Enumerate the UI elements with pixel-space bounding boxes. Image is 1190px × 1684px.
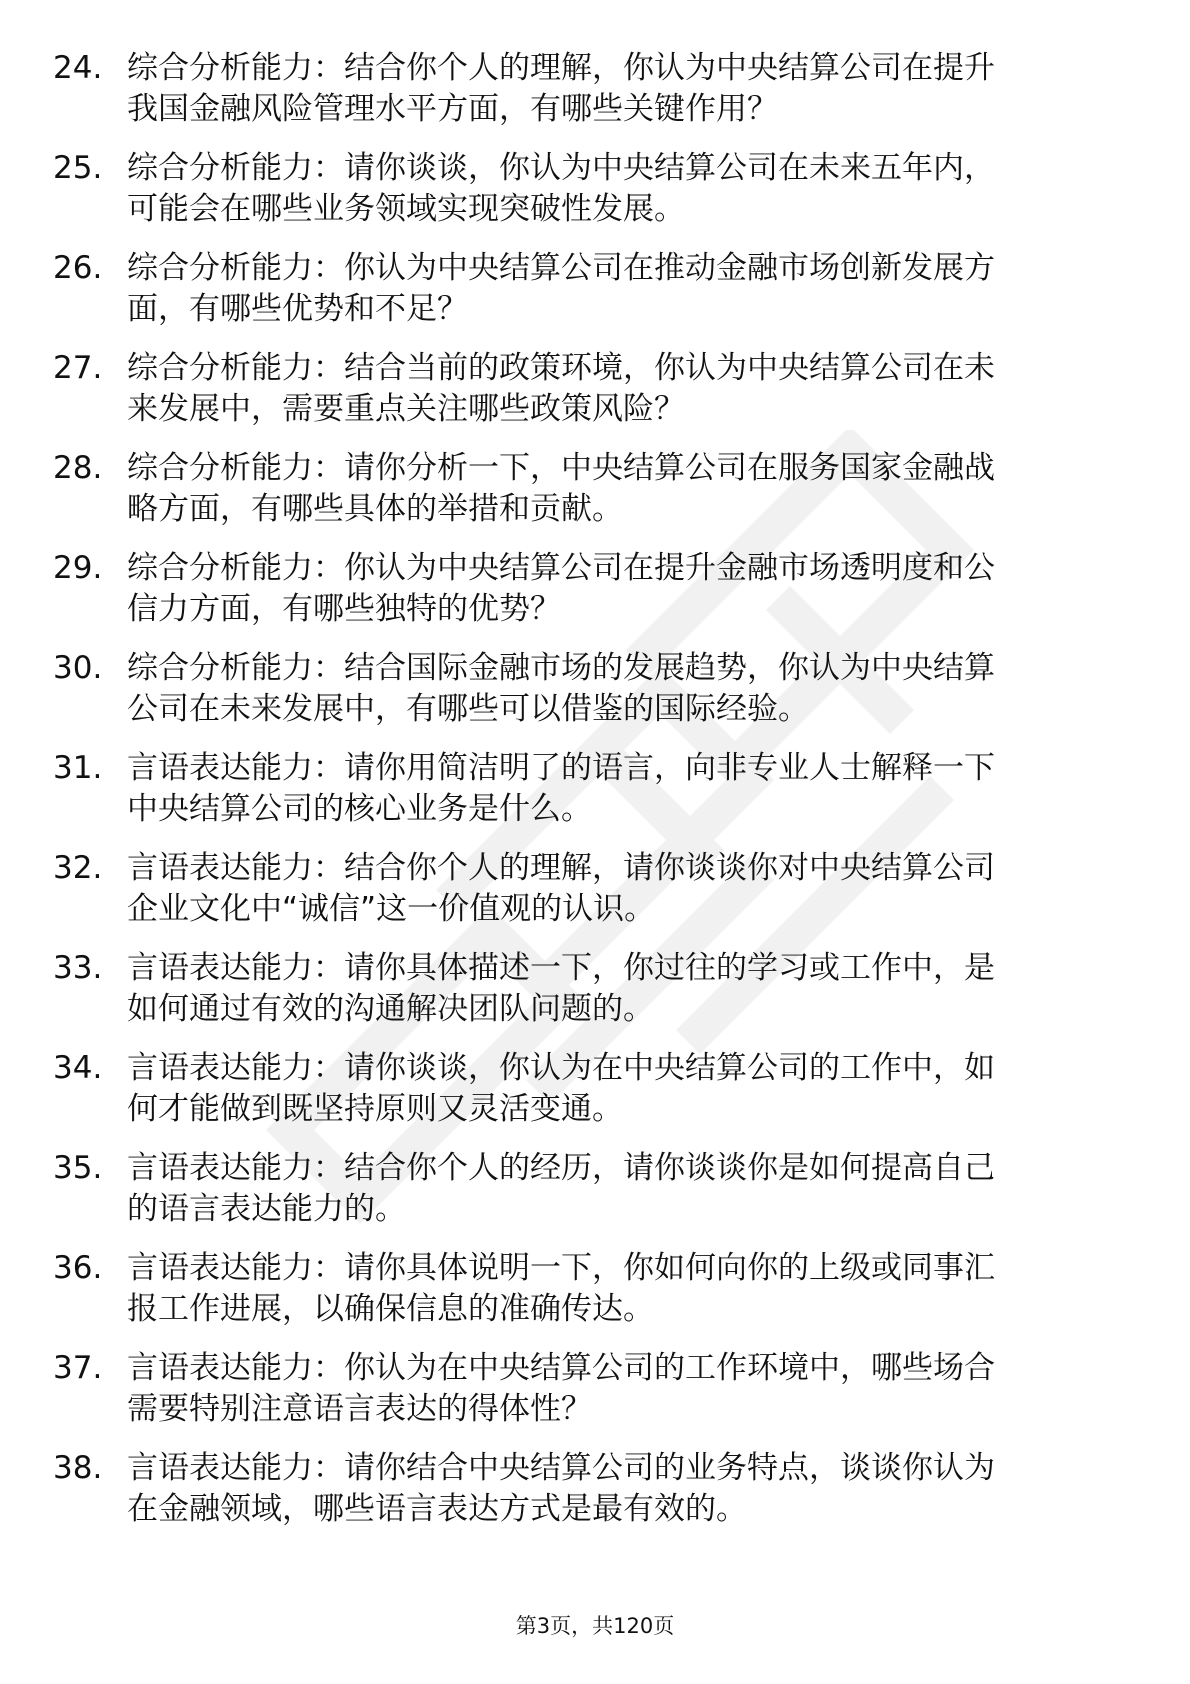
question-text-line: 中央结算公司的核心业务是什么。 (127, 791, 592, 827)
question-item (0, 248, 1190, 348)
question-number: 35. (53, 1150, 103, 1186)
question-number: 26. (53, 250, 103, 286)
question-text (127, 948, 1117, 1030)
question-text-line: 如何通过有效的沟通解决团队问题的。 (127, 991, 654, 1027)
question-text (127, 1348, 1117, 1430)
page-number-footer: 第3页，共120页 (515, 1614, 675, 1638)
question-text-line: 综合分析能力：结合你个人的理解，你认为中央结算公司在提升 (127, 50, 995, 86)
question-text-line: 何才能做到既坚持原则又灵活变通。 (127, 1091, 623, 1127)
question-text (127, 448, 1117, 530)
question-list (0, 48, 1190, 1548)
question-item (0, 48, 1190, 148)
question-item (0, 848, 1190, 948)
question-number: 29. (53, 550, 103, 586)
question-text (127, 348, 1117, 430)
question-text (127, 148, 1117, 230)
question-text-line: 言语表达能力：你认为在中央结算公司的工作环境中，哪些场合 (127, 1350, 995, 1386)
question-number: 24. (53, 50, 103, 86)
question-text-line: 在金融领域，哪些语言表达方式是最有效的。 (127, 1491, 747, 1527)
question-number: 33. (53, 950, 103, 986)
question-text (127, 648, 1117, 730)
question-item (0, 948, 1190, 1048)
question-item (0, 448, 1190, 548)
question-number: 30. (53, 650, 103, 686)
question-text-line: 需要特别注意语言表达的得体性？ (127, 1391, 592, 1427)
question-item (0, 348, 1190, 448)
question-text-line: 企业文化中“诚信”这一价值观的认识。 (127, 891, 656, 927)
question-text-line: 言语表达能力：请你用简洁明了的语言，向非专业人士解释一下 (127, 750, 995, 786)
question-text-line: 的语言表达能力的。 (127, 1191, 406, 1227)
question-text-line: 来发展中，需要重点关注哪些政策风险？ (127, 391, 685, 427)
question-item (0, 1448, 1190, 1548)
question-text-line: 言语表达能力：请你结合中央结算公司的业务特点，谈谈你认为 (127, 1450, 995, 1486)
question-text-line: 综合分析能力：请你谈谈，你认为中央结算公司在未来五年内， (127, 150, 995, 186)
question-number: 37. (53, 1350, 103, 1386)
question-text (127, 748, 1117, 830)
question-text-line: 言语表达能力：请你具体描述一下，你过往的学习或工作中，是 (127, 950, 995, 986)
question-text-line: 我国金融风险管理水平方面，有哪些关键作用？ (127, 91, 778, 127)
question-text (127, 1448, 1117, 1530)
question-number: 32. (53, 850, 103, 886)
question-text-line: 言语表达能力：请你谈谈，你认为在中央结算公司的工作中，如 (127, 1050, 995, 1086)
question-text (127, 248, 1117, 330)
question-text-line: 综合分析能力：结合当前的政策环境，你认为中央结算公司在未 (127, 350, 995, 386)
question-text (127, 1048, 1117, 1130)
question-text (127, 1148, 1117, 1230)
question-number: 34. (53, 1050, 103, 1086)
question-number: 28. (53, 450, 103, 486)
question-item (0, 148, 1190, 248)
question-text-line: 可能会在哪些业务领域实现突破性发展。 (127, 191, 685, 227)
question-item (0, 1048, 1190, 1148)
question-number: 25. (53, 150, 103, 186)
question-text-line: 言语表达能力：请你具体说明一下，你如何向你的上级或同事汇 (127, 1250, 995, 1286)
question-text-line: 公司在未来发展中，有哪些可以借鉴的国际经验。 (127, 691, 809, 727)
question-item (0, 748, 1190, 848)
question-number: 31. (53, 750, 103, 786)
question-text (127, 548, 1117, 630)
question-text (127, 48, 1117, 130)
question-text-line: 言语表达能力：结合你个人的理解，请你谈谈你对中央结算公司 (127, 850, 995, 886)
question-text (127, 1248, 1117, 1330)
question-text-line: 综合分析能力：你认为中央结算公司在提升金融市场透明度和公 (127, 550, 995, 586)
question-text-line: 略方面，有哪些具体的举措和贡献。 (127, 491, 623, 527)
question-number: 27. (53, 350, 103, 386)
question-text-line: 综合分析能力：你认为中央结算公司在推动金融市场创新发展方 (127, 250, 995, 286)
question-text-line: 综合分析能力：请你分析一下，中央结算公司在服务国家金融战 (127, 450, 995, 486)
question-item (0, 648, 1190, 748)
question-text-line: 报工作进展，以确保信息的准确传达。 (127, 1291, 654, 1327)
question-text-line: 综合分析能力：结合国际金融市场的发展趋势，你认为中央结算 (127, 650, 995, 686)
question-text-line: 面，有哪些优势和不足？ (127, 291, 468, 327)
question-number: 36. (53, 1250, 103, 1286)
question-text (127, 848, 1117, 930)
question-number: 38. (53, 1450, 103, 1486)
question-item (0, 1148, 1190, 1248)
question-item (0, 1248, 1190, 1348)
question-text-line: 信力方面，有哪些独特的优势？ (127, 591, 561, 627)
question-text-line: 言语表达能力：结合你个人的经历，请你谈谈你是如何提高自己 (127, 1150, 995, 1186)
question-item (0, 548, 1190, 648)
question-item (0, 1348, 1190, 1448)
